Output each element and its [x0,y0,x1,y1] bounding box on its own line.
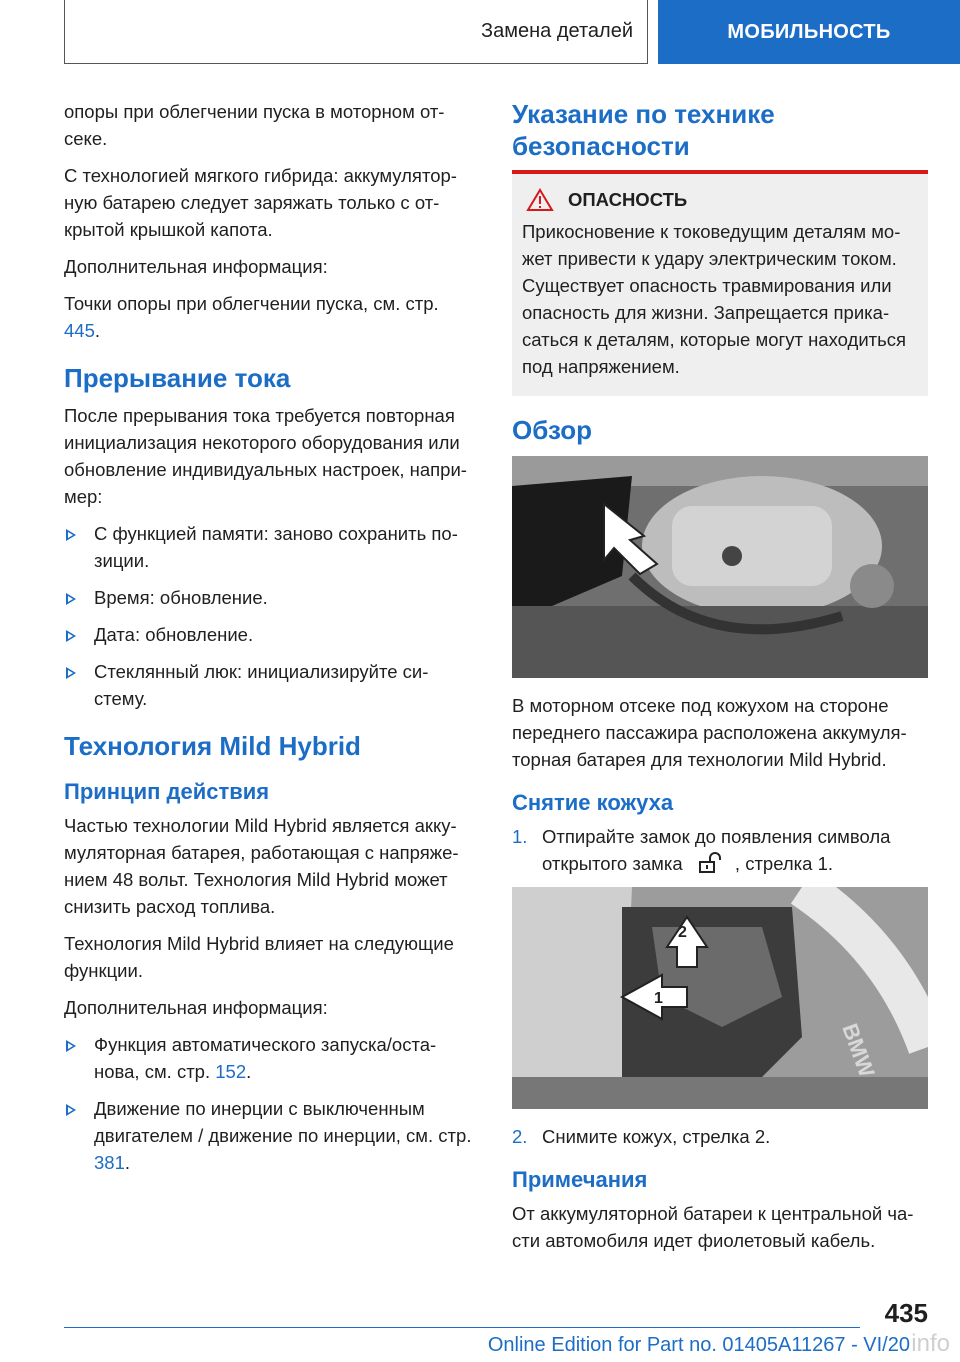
paragraph: От аккумуляторной батареи к центральной ча-сти автомобиля идет фиолетовый кабель. [512,1203,914,1251]
list-item-text: Время: обновление. [94,587,268,608]
subheading-removal: Снятие кожуха [512,790,674,815]
step-text: Снимите кожух, стрелка 2. [542,1126,771,1147]
list-item-text: С функцией памяти: заново сохранить по-зиции. [94,523,458,571]
footer-watermark: info [911,1330,950,1357]
danger-text: Прикосновение к токоведущим деталям мо-жет привести к удару электрическим током. Существует опасность травмирования или опасность для жизни. Запрещается прика-саться к деталям, которые могут находиться под напряжением. [522,221,907,377]
paragraph: Дополнительная информация: [64,997,328,1018]
triangle-bullet-icon [66,667,76,679]
heading-safety: Указание по технике безопасности [512,99,775,161]
list-item [64,520,478,574]
header-chapter-label: МОБИЛЬНОСТЬ [727,20,891,43]
header-section-label: Замена деталей [481,20,633,42]
bmw-logo-text: BMW [837,1020,880,1081]
step-text: Отпирайте замок до появления символа открытого замка [542,826,891,874]
step-number: 1. [512,826,528,847]
step-number: 2. [512,1126,528,1147]
header-section [64,0,648,64]
page-link[interactable]: 381 [94,1152,125,1173]
list-item-text: Стеклянный люк: инициализируйте си-стему. [94,661,429,709]
paragraph-text: Точки опоры при облегчении пуска, см. стр. [64,293,439,314]
list-item-text: Дата: обновление. [94,624,254,645]
list-item: Движение по инерции с выключенным двигателем / движение по инерции, см. стр. 381. [64,1095,478,1176]
bullet-list [64,520,478,712]
page-link[interactable]: 152 [215,1061,247,1082]
page-number: 435 [884,1298,928,1328]
heading-overview: Обзор [512,415,592,445]
step-item [512,823,930,877]
list-item [64,584,478,611]
footer-edition: Online Edition for Part no. 01405A11267 - VI/20 [487,1334,910,1356]
triangle-bullet-icon [66,1040,76,1052]
steps-list [512,1123,930,1150]
unlocked-padlock-icon [694,852,724,874]
heading-power-interruption: Прерывание тока [64,363,291,393]
triangle-bullet-icon [66,630,76,642]
cover-removal-photo [512,887,928,1109]
subheading-principle: Принцип действия [64,779,270,804]
step-text: , стрелка 1. [734,853,834,874]
steps-list [512,823,930,877]
right-column [512,98,930,1264]
paragraph: Технология Mild Hybrid влияет на следующие функции. [64,933,454,981]
paragraph: В моторном отсеке под кожухом на стороне переднего пассажира расположена аккумуля-торная батарея для технологии Mild Hybrid. [512,695,907,770]
paragraph: После прерывания тока требуется повторная инициализация некоторого оборудования или обновление индивидуальных настроек, напри-мер: [64,405,467,507]
triangle-bullet-icon [66,529,76,541]
list-item: Функция автоматического запуска/оста-нова, см. стр. 152. [64,1031,478,1085]
paragraph: Точки опоры при облегчении пуска, см. стр. 445. [64,293,439,341]
danger-label: ОПАСНОСТЬ [568,189,688,210]
subheading-notes: Примечания [512,1167,648,1192]
danger-title [526,188,918,212]
list-item-text: Функция автоматического запуска/оста-нова, см. стр. [94,1034,437,1082]
heading-mild-hybrid: Технология Mild Hybrid [64,731,361,761]
arrow-label: 2 [678,924,687,941]
engine-bay-photo [512,456,928,678]
left-column [64,98,478,1186]
paragraph: С технологией мягкого гибрида: аккумулятор-ную батарею следует заряжать только с от-крытой крышкой капота. [64,165,457,240]
footer-divider [64,1327,860,1328]
bullet-list [64,1031,478,1176]
step-item [512,1123,930,1150]
triangle-bullet-icon [66,1104,76,1116]
paragraph: Дополнительная информация: [64,256,328,277]
header-chapter[interactable] [658,0,960,64]
list-item [64,658,478,712]
page-link[interactable]: 445 [64,320,95,341]
warning-icon [526,188,554,212]
arrow-label: 1 [654,990,663,1007]
paragraph: опоры при облегчении пуска в моторном от-секе. [64,101,445,149]
paragraph: Частью технологии Mild Hybrid является акку-муляторная батарея, работающая с напряже-нием 48 вольт. Технология Mild Hybrid может снизить расход топлива. [64,815,459,917]
triangle-bullet-icon [66,593,76,605]
danger-box [512,170,928,396]
list-item-text: Движение по инерции с выключенным двигателем / движение по инерции, см. стр. [94,1098,472,1146]
list-item [64,621,478,648]
